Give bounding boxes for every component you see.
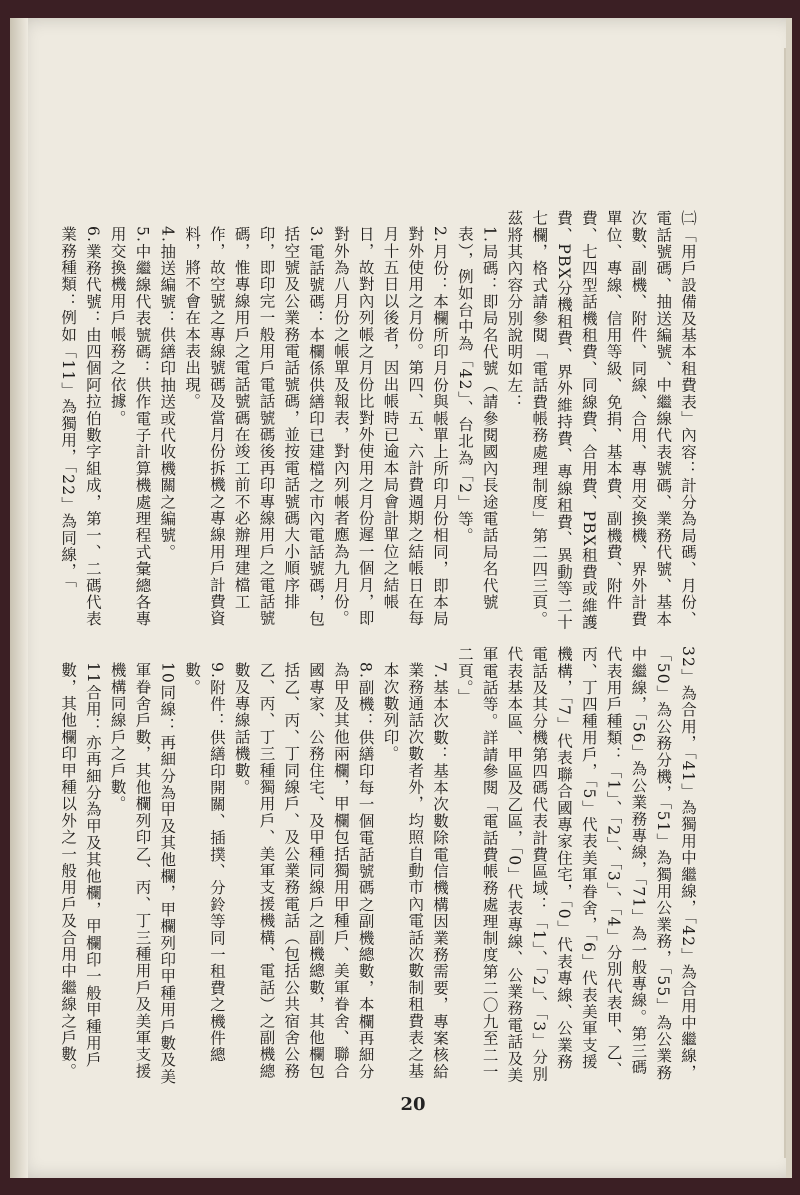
document-page — [10, 18, 792, 1178]
paragraph-contents-intro: ㈡「用戶設備及基本租費表」內容：計分為局碼、月份、電話號碼、抽送編號、中繼線代表號碼、業務代號、基本次數、副機、附件、同線、合用、專用交換機、界外計費單位、專線、信用等級、免捐、基本費、副機費、附件費、七四型話機租費、同線費、合用費、PBX租費或維護費、PBX分機租費、界外維持費、專線租費、異動等二十七欄，格式請參閱「電話費帳務處理制度」第二四三頁。茲將其內容分別說明如左： — [505, 210, 697, 631]
paragraph-item-2: 2.月份：本欄所印月份與帳單上所印月份相同，即本局對外使用之月份。第四、五、六計費週期之結帳日在每月十五日以後者，因出帳時已逾本局會計單位之結帳日，故對內列帳之月份比對外使用之月份遲一個月，即對外為八月份之帳單及報表，對內列帳者應為九月份。 — [331, 225, 450, 627]
paragraph-item-6: 6.業務代號：由四個阿拉伯數字組成，第一、二碼代表業務種類：例如「11」為獨用，「22」為同線，「 — [59, 225, 102, 627]
paragraph-item-3: 3.電話號碼：本欄係供繕印已建檔之市內電話號碼，包括空號及公業務電話號碼，並按電話號碼大小順序排印，即印完一般用戶電話號碼後再印專線用戶之電話號碼，惟專線用戶之電話號碼在竣工前不必辦理建檔工作，故空號之專線號碼及當月份拆機之專線用戶計費資料，將不會在本表出現。 — [183, 225, 326, 627]
paragraph-item-4: 4.抽送編號：供繕印抽送或代收機關之編號。 — [158, 225, 177, 560]
page-edge-line — [784, 48, 786, 1158]
page-number: 20 — [400, 1094, 426, 1115]
paragraph-item-7: 7.基本次數：基本次數除電信機構因業務需要，專案核給業務通話次數者外，均照自動市內電話次數制租費表之基本次數列印。 — [381, 661, 450, 1080]
paragraph-item-11: 11合用：亦再細分為甲及其他欄，甲欄印一般甲種用戶數，其他欄印甲種以外之一般用戶及合用中繼線之戶數。 — [59, 661, 102, 1079]
paragraph-item-8: 8.副機：供繕印每一個電話號碼之副機總數，本欄再細分為甲及其他兩欄，甲欄包括獨用甲種戶、美軍眷舍、聯合國專家、公務住宅、及甲種同線戶之副機總數，其他欄包括乙、丙、丁同線戶、及公業務電話（包括公共宿舍公務乙、丙、丁三種獨用戶、美軍支援機構、電話）之副機總數及專線話機數。 — [232, 661, 375, 1080]
paragraph-item-9: 9.附件：供繕印開關、插撲、分鈴等同一租費之機件總數。 — [183, 661, 226, 1063]
paragraph-item-6-continued: 32」為合用，「41」為獨用中繼線，「42」為合用中繼線，「50」為公務分機，「51」為獨用公業務，「55」為公業務中繼線，「56」為公業務專線，「71」為一般專線。第三碼代表用戶種類：「1」、「2」、「3」、「4」分別代表甲、乙、丙、丁四種用戶，「5」代表美軍眷舍，「6」代表美軍支援機構，「7」代表聯合國專家住宅，「0」代表專線、公業務電話及其分機第四碼代表計費區域：「1」、「2」、「3」分別代表基本區、甲區及乙區，「0」代表專線、公業務電話及美軍電話等。詳請參閱「電話費帳務處理制度第二〇九至二一二頁。」 — [455, 646, 697, 1084]
page-gutter — [10, 18, 28, 1178]
lower-text-block — [59, 646, 700, 1086]
paragraph-item-5: 5.中繼線代表號碼：供作電子計算機處理程式彙總各專用交換機用戶帳務之依據。 — [108, 225, 152, 627]
paragraph-item-1: 1.局碼：即局名代號（請參閱國內長途電話局名代號表），例如台中為「42」、台北為「2」等。 — [455, 225, 499, 611]
upper-text-block — [59, 210, 700, 632]
paragraph-item-10: 10同線：再細分為甲及其他欄，甲欄列印甲種用戶數及美軍眷舍戶數，其他欄列印乙、丙、丁三種用戶及美軍支援機構同線戶之戶數。 — [108, 661, 177, 1085]
